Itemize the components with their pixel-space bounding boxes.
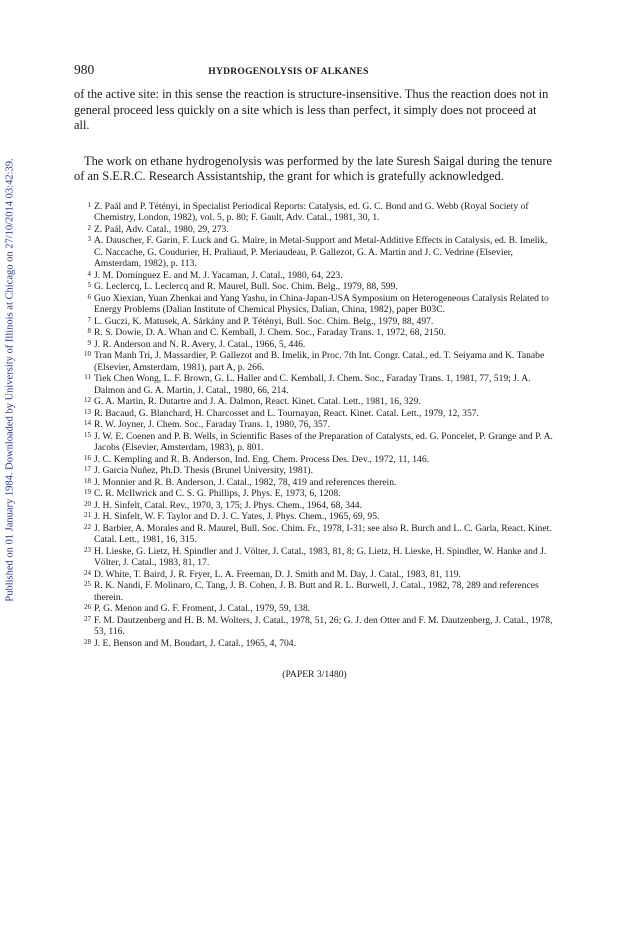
reference-number: 6 [87,292,91,301]
reference-item [74,580,555,603]
reference-number: 23 [84,545,91,554]
reference-item [74,546,555,569]
reference-number: 24 [84,568,91,577]
body-paragraph-1: of the active site: in this sense the reaction is structure-insensitive. Thus the reaction does not in general proceed less quickly on a site which is less than perfect, it simply does not proceed at all. [74,87,549,133]
reference-item [74,350,555,373]
reference-text: G. A. Martin, R. Dutartre and J. A. Dalmon, React. Kinet. Catal. Lett., 1981, 16, 329. [94,396,421,408]
reference-item [74,511,555,523]
reference-item [74,201,555,224]
reference-text: Z. Paál, Adv. Catal., 1980, 29, 273. [94,223,229,235]
download-watermark [3,130,17,630]
reference-text: J. Monnier and R. B. Anderson, J. Catal., 1982, 78, 419 and references therein. [94,476,397,488]
reference-number: 25 [84,580,91,589]
reference-text: G. Leclercq, L. Leclercq and R. Maurel, Bull. Soc. Chim. Belg., 1979, 88, 599. [94,281,398,293]
reference-item [74,431,555,454]
page-number: 980 [74,62,95,77]
reference-number: 27 [84,614,91,623]
running-head: HYDROGENOLYSIS OF ALKANES [208,67,369,77]
reference-item [74,327,555,339]
reference-item [74,396,555,408]
reference-text: R. W. Joyner, J. Chem. Soc., Faraday Trans. 1, 1980, 76, 357. [94,419,330,431]
reference-text: J. R. Anderson and N. R. Avery, J. Catal., 1966, 5, 446. [94,338,306,350]
reference-item [74,339,555,351]
reference-number: 4 [87,269,91,278]
acknowledgement-paragraph: The work on ethane hydrogenolysis was performed by the late Suresh Saigal during the tenure of an S.E.R.C. Research Assistantship, the grant for which is gratefully acknowledged. [74,153,552,184]
reference-text: J. H. Sinfelt, Catal. Rev., 1970, 3, 175; J. Phys. Chem., 1964, 68, 344. [94,499,363,511]
reference-number: 26 [84,603,91,612]
reference-number: 14 [84,419,91,428]
reference-text: J. Barbier, A. Morales and R. Maurel, Bull. Soc. Chim. Fr., 1978, I-31; see also R. Burch and L. C. Garla, React. Kinet. Catal. Lett., 1981, 16, 315. [94,522,552,546]
reference-item [74,454,555,466]
reference-number: 17 [84,465,91,474]
reference-item [74,316,555,328]
reference-text: R. K. Nandi, F. Molinaro, C. Tang, J. B. Cohen, J. B. Butt and R. L. Burwell, J. Catal., 1982, 78, 289 and references therein. [94,580,539,603]
reference-number: 18 [84,476,91,485]
reference-number: 10 [84,350,91,359]
paper-code: (PAPER 3/1480) [282,669,347,681]
reference-text: R. Bacaud, G. Blanchard, H. Charcosset and L. Tournayan, React. Kinet. Catal. Lett., 1979, 12, 357. [94,407,479,419]
reference-number: 13 [84,407,91,416]
reference-item [74,235,555,270]
reference-item [74,270,555,282]
reference-text: L. Guczi, K. Matusek, A. Sárkány and P. Tétényi, Bull. Soc. Chim. Belg., 1979, 88, 497. [94,315,434,327]
reference-text: Tiek Chen Wong, L. F. Brown, G. L. Haller and C. Kemball, J. Chem. Soc., Faraday Trans. 1, 1981, 77, 519; J. A. Dalmon and G. A. Martin, J. Catal., 1980, 66, 214. [94,373,531,396]
reference-text: P. G. Menon and G. F. Froment, J. Catal., 1979, 59, 138. [94,603,311,615]
reference-text: Tran Manh Tri, J. Massardier, P. Gallezot and B. Imelik, in Proc. 7th Int. Congr. Catal., ed. T. Seiyama and K. Tanabe (Elsevier, Amsterdam, 1981), part A, p. 266. [94,350,545,373]
reference-text: J. E. Benson and M. Boudart, J. Catal., 1965, 4, 704. [94,637,296,649]
reference-text: Guo Xiexian, Yuan Zhenkai and Yang Yashu, in China-Japan-USA Symposium on Heterogeneous Catalysis Related to Energy Problems (Dalian Institute of Chemical Physics, Dalian, China, 1982), paper B03C. [94,292,549,316]
reference-number: 15 [84,430,91,439]
reference-number: 20 [84,499,91,508]
reference-text: F. M. Dautzenberg and H. B. M. Wolters, J. Catal., 1978, 51, 26; G. J. den Otter and F. M. Dautzenberg, J. Catal., 1978, 53, 116. [94,614,553,638]
reference-number: 22 [84,522,91,531]
reference-text: R. S. Dowie, D. A. Whan and C. Kemball, J. Chem. Soc., Faraday Trans. 1, 1972, 68, 2150. [94,327,446,339]
reference-item [74,523,555,546]
reference-text: J. H. Sinfelt, W. F. Taylor and D. J. C. Yates, J. Phys. Chem., 1965, 69, 95. [94,511,380,523]
reference-number: 12 [84,396,91,405]
reference-item [74,373,555,396]
reference-item [74,465,555,477]
reference-number: 2 [87,223,91,232]
reference-text: Z. Paál and P. Tétényi, in Specialist Periodical Reports: Catalysis, ed. G. C. Bond and G. Webb (Royal Society of Chemistry, London, 1982), vol. 5, p. 80; F. Gault, Adv. Catal., 1981, 30, 1. [94,200,529,224]
reference-item [74,477,555,489]
reference-number: 1 [87,200,91,209]
reference-number: 28 [84,637,91,646]
reference-number: 11 [84,373,91,382]
reference-number: 16 [84,453,91,462]
reference-text: J. M. Domínguez E. and M. J. Yacaman, J. Catal., 1980, 64, 223. [94,269,343,281]
reference-item [74,408,555,420]
reference-text: H. Lieske, G. Lietz, H. Spindler and J. Völter, J. Catal., 1983, 81, 8; G. Lietz, H. Lieske, H. Spindler, W. Hanke and J. Völter, J. Catal., 1983, 81, 17. [94,545,547,569]
reference-text: D. White, T. Baird, J. R. Fryer, L. A. Freeman, D. J. Smith and M. Day, J. Catal., 1983, 81, 119. [94,568,461,580]
reference-number: 7 [87,315,91,324]
reference-item [74,500,555,512]
reference-list [74,201,555,650]
reference-number: 19 [84,488,91,497]
reference-item [74,488,555,500]
reference-text: C. R. McIlwrick and C. S. G. Phillips, J. Phys. E, 1973, 6, 1208. [94,488,341,500]
reference-item [74,603,555,615]
reference-number: 21 [84,511,91,520]
reference-item [74,569,555,581]
reference-item [74,419,555,431]
reference-item [74,281,555,293]
reference-item [74,224,555,236]
reference-number: 5 [87,281,91,290]
download-watermark-text: Published on 01 January 1984. Downloaded by University of Illinois at Chicago on 27/10/2014 03:42:39. [4,158,16,602]
reference-text: J. W. E. Coenen and P. B. Wells, in Scientific Bases of the Preparation of Catalysts, ed. G. Poncelet, P. Grange and P. A. Jacobs (Elsevier, Amsterdam, 1983), p. 801. [94,430,553,454]
reference-item [74,638,555,650]
reference-number: 9 [87,338,91,347]
reference-text: J. Garcia Nuñez, Ph.D. Thesis (Brunel University, 1981). [94,465,314,477]
reference-text: A. Dauscher, F. Garin, F. Luck and G. Maire, in Metal-Support and Metal-Additive Effects in Catalysis, ed. B. Imelik, C. Naccache, G. Coudurier, H. Praliaud, P. Meriaudeau, P. Gallezot, G. A. Martin and J. C. Vedrine (Elsevier, Amsterdam, 1982), p. 113. [94,235,548,270]
reference-text: J. C. Kempling and R. B. Anderson, Ind. Eng. Chem. Process Des. Dev., 1972, 11, 146. [94,453,430,465]
reference-item [74,615,555,638]
page-header [74,62,555,82]
reference-number: 8 [87,327,91,336]
reference-number: 3 [87,235,91,244]
page-content [74,62,555,680]
reference-item [74,293,555,316]
